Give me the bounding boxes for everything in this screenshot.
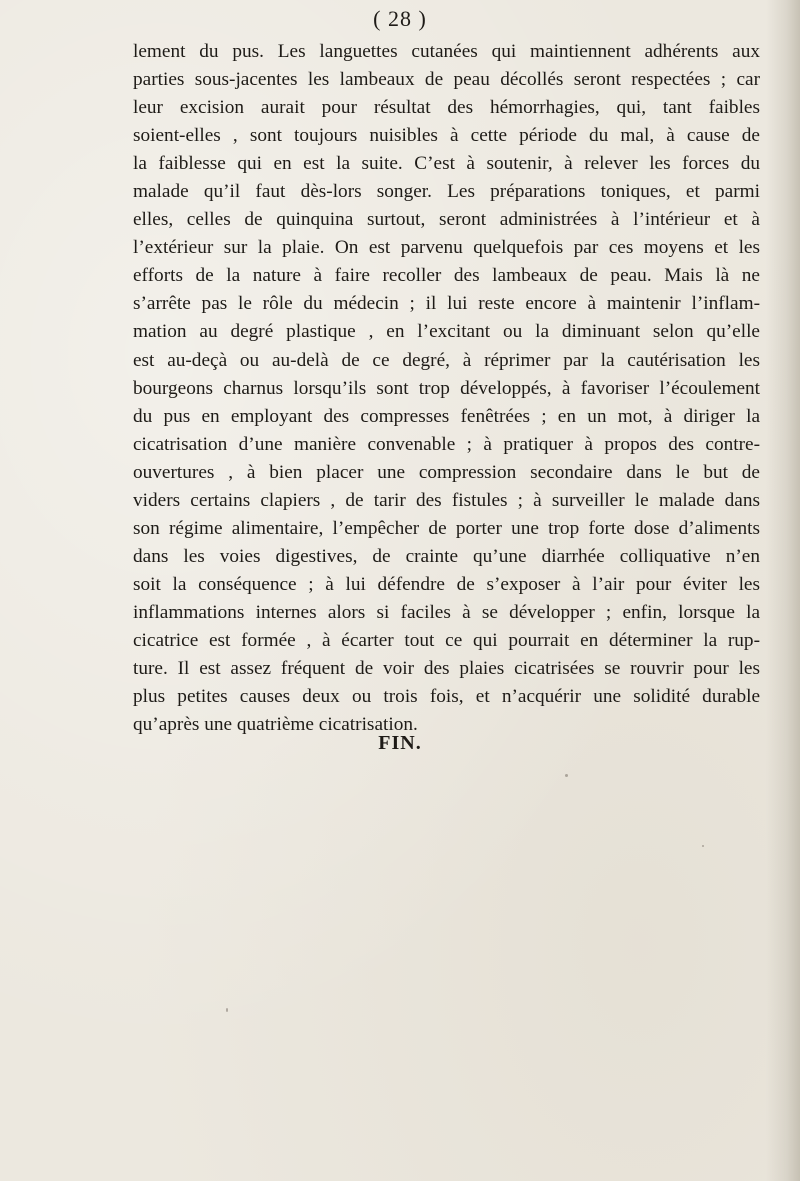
text-line: viders certains clapiers , de tarir des fistules ; à surveiller le malade dans xyxy=(133,489,760,511)
text-line: la faiblesse qui en est la suite. C’est à soutenir, à relever les forces du xyxy=(133,153,760,175)
text-line: dans les voies digestives, de crainte qu’une diarrhée colliquative n’en xyxy=(133,545,760,567)
paper-speck xyxy=(702,845,704,847)
body-text xyxy=(133,38,760,739)
text-line: plus petites causes deux ou trois fois, et n’acquérir une solidité durable xyxy=(133,686,760,708)
page-gutter-shadow xyxy=(766,0,800,1181)
text-line: est au-deçà ou au-delà de ce degré, à réprimer par la cautérisation les xyxy=(133,349,760,371)
text-line: bourgeons charnus lorsqu’ils sont trop développés, à favoriser l’écoulement xyxy=(133,377,760,399)
paper-speck xyxy=(565,774,568,777)
text-line: leur excision aurait pour résultat des hémorrhagies, qui, tant faibles xyxy=(133,97,760,119)
text-line: cicatrice est formée , à écarter tout ce qui pourrait en déterminer la rup- xyxy=(133,629,760,651)
text-line: mation au degré plastique , en l’excitant ou la diminuant selon qu’elle xyxy=(133,321,760,343)
text-line: inflammations internes alors si faciles à se développer ; enfin, lorsque la xyxy=(133,601,760,623)
text-line: ouvertures , à bien placer une compression secondaire dans le but de xyxy=(133,461,760,483)
text-line: elles, celles de quinquina surtout, seront administrées à l’intérieur et à xyxy=(133,209,760,231)
text-line: soit la conséquence ; à lui défendre de s’exposer à l’air pour éviter les xyxy=(133,573,760,595)
text-line: son régime alimentaire, l’empêcher de porter une trop forte dose d’aliments xyxy=(133,517,760,539)
text-line: s’arrête pas le rôle du médecin ; il lui reste encore à maintenir l’inflam- xyxy=(133,293,760,315)
text-line: cicatrisation d’une manière convenable ; à pratiquer à propos des contre- xyxy=(133,433,760,455)
text-line: efforts de la nature à faire recoller des lambeaux de peau. Mais là ne xyxy=(133,265,760,287)
text-line: malade qu’il faut dès-lors songer. Les préparations toniques, et parmi xyxy=(133,181,760,203)
text-line: l’extérieur sur la plaie. On est parvenu quelquefois par ces moyens et les xyxy=(133,237,760,259)
text-line: du pus en employant des compresses fenêtrées ; en un mot, à diriger la xyxy=(133,405,760,427)
text-line: parties sous-jacentes les lambeaux de peau décollés seront respectées ; car xyxy=(133,69,760,91)
text-line: qu’après une quatrième cicatrisation. xyxy=(133,714,418,736)
paper-speck xyxy=(226,1008,228,1012)
page-number: ( 28 ) xyxy=(373,6,427,31)
text-line: ture. Il est assez fréquent de voir des plaies cicatrisées se rouvrir pour les xyxy=(133,658,760,680)
end-mark: FIN. xyxy=(378,732,422,754)
text-line: lement du pus. Les languettes cutanées qui maintiennent adhérents aux xyxy=(133,41,760,62)
text-line: soient-elles , sont toujours nuisibles à cette période du mal, à cause de xyxy=(133,125,760,147)
